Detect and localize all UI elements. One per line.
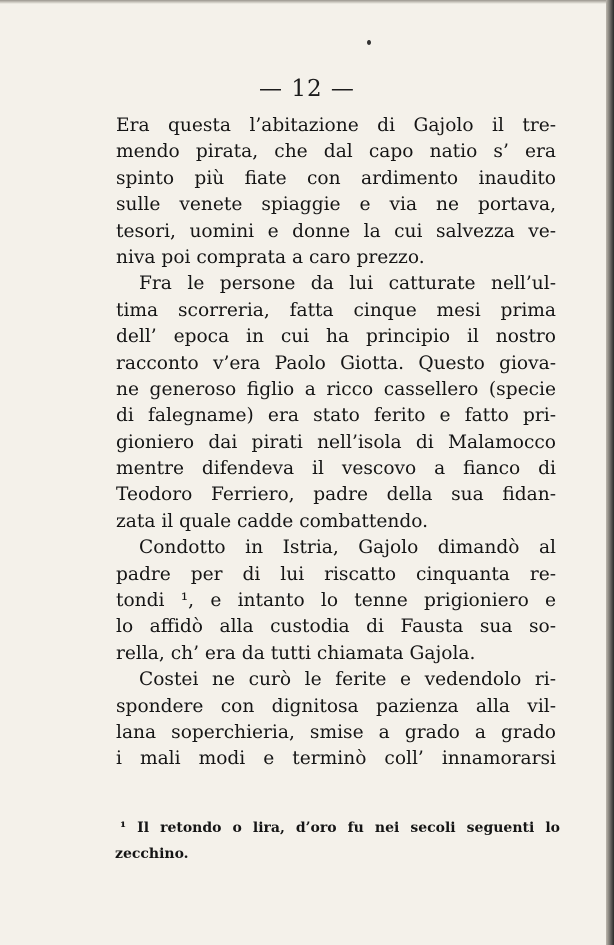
footnote-line: ¹ Il retondo o lira, d’oro fu nei secoli seguenti lo	[120, 820, 560, 836]
text-line: ne generoso figlio a ricco cassellero (specie	[116, 378, 556, 400]
text-line: sulle venete spiaggie e via ne portava,	[116, 194, 556, 216]
text-line: di falegname) era stato ferito e fatto pri-	[116, 405, 556, 427]
scan-right-edge	[606, 0, 614, 945]
text-line: mentre difendeva il vescovo a fianco di	[116, 458, 556, 480]
text-line: padre per di lui riscatto cinquanta re-	[116, 563, 556, 585]
text-line: tesori, uomini e donne la cui salvezza ve-	[116, 220, 556, 242]
body-text	[116, 113, 556, 773]
footnote	[115, 815, 560, 867]
text-line: spinto più fiate con ardimento inaudito	[116, 167, 556, 189]
text-line: dell’ epoca in cui ha principio il nostro	[116, 326, 556, 348]
text-line: Era questa l’abitazione di Gajolo il tre-	[116, 115, 556, 136]
text-line: gioniero dai pirati nell’isola di Malamocco	[116, 431, 556, 453]
ink-speck	[367, 40, 371, 45]
text-line: lana soperchieria, smise a grado a grado	[116, 721, 556, 743]
text-line: tondi ¹, e intanto lo tenne prigioniero e	[116, 590, 556, 612]
text-line: lo affidò alla custodia di Fausta sua so-	[116, 616, 556, 638]
text-line: i mali modi e terminò coll’ innamorarsi	[116, 748, 556, 770]
text-line: zata il quale cadde combattendo.	[116, 510, 429, 532]
footnote-line: zecchino.	[115, 846, 189, 862]
text-line: niva poi comprata a caro prezzo.	[116, 246, 425, 268]
text-line: Fra le persone da lui catturate nell’ul-	[139, 273, 556, 295]
text-line: racconto v’era Paolo Giotta. Questo giova-	[116, 352, 556, 374]
text-line: mendo pirata, che dal capo natio s’ era	[116, 141, 556, 163]
scan-top-edge	[0, 0, 614, 4]
text-line: tima scorreria, fatta cinque mesi prima	[116, 299, 556, 321]
page-number: — 12 —	[259, 76, 355, 102]
text-line: Condotto in Istria, Gajolo dimandò al	[139, 537, 556, 559]
text-line: Costei ne curò le ferite e vedendolo ri-	[139, 669, 556, 691]
text-line: Teodoro Ferriero, padre della sua fidan-	[116, 484, 556, 506]
text-line: spondere con dignitosa pazienza alla vil-	[116, 695, 556, 717]
text-line: rella, ch’ era da tutti chiamata Gajola.	[116, 642, 476, 664]
